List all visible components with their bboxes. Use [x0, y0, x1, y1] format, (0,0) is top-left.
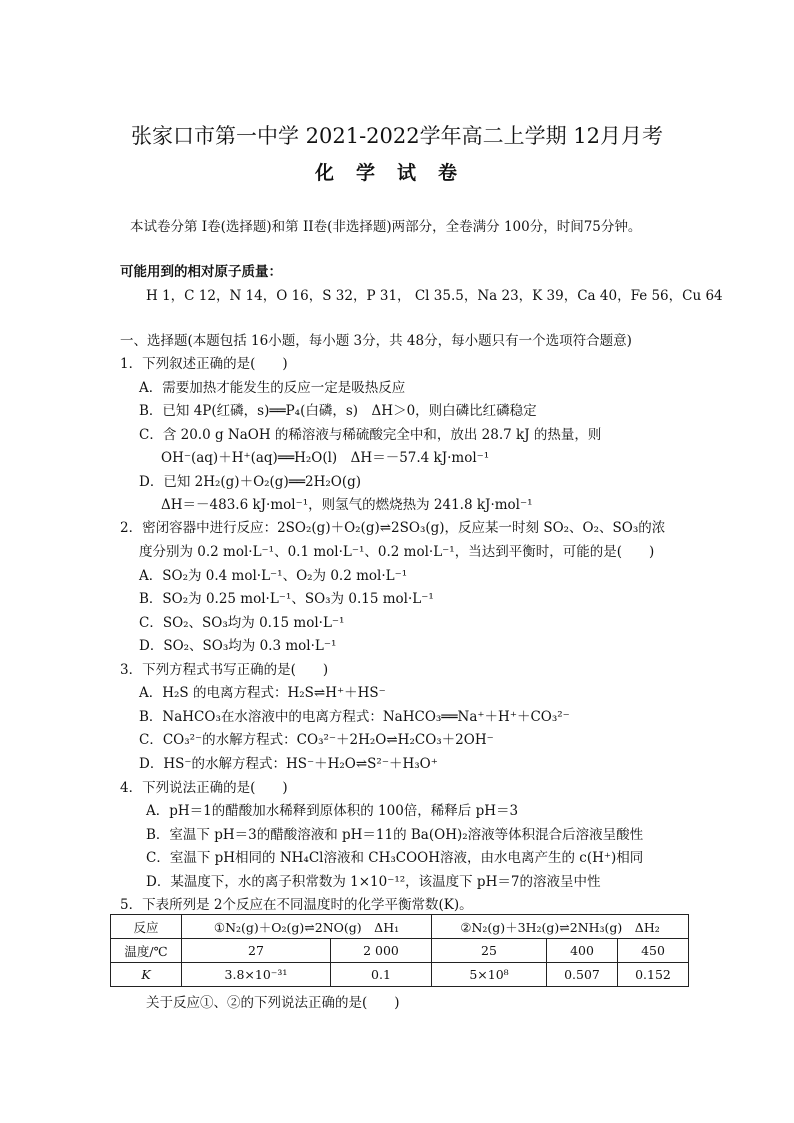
q3-option-c: C．CO₃²⁻的水解方程式：CO₃²⁻＋2H₂O⇌H₂CO₃＋2OH⁻: [139, 732, 494, 748]
q3-option-a: A．H₂S 的电离方程式：H₂S⇌H⁺＋HS⁻: [139, 685, 386, 701]
q2-option-b: B．SO₂为 0.25 mol·L⁻¹、SO₃为 0.15 mol·L⁻¹: [139, 591, 434, 607]
q4-option-a: A．pH＝1的醋酸加水稀释到原体积的 100倍，稀释后 pH＝3: [146, 803, 519, 819]
q4-option-d: D．某温度下，水的离子积常数为 1×10⁻¹²，该温度下 pH＝7的溶液呈中性: [146, 874, 601, 890]
q3-option-d: D．HS⁻的水解方程式：HS⁻＋H₂O⇌S²⁻＋H₃O⁺: [139, 756, 438, 772]
table-cell: 450: [618, 939, 689, 963]
table-cell: 0.1: [331, 963, 432, 987]
atomic-mass-label: 可能用到的相对原子质量：: [120, 264, 282, 280]
q2-option-c: C．SO₂、SO₃均为 0.15 mol·L⁻¹: [139, 615, 345, 631]
q2-option-a: A．SO₂为 0.4 mol·L⁻¹、O₂为 0.2 mol·L⁻¹: [139, 568, 408, 584]
q3-option-b: B．NaHCO₃在水溶液中的电离方程式：NaHCO₃══Na⁺＋H⁺＋CO₃²⁻: [139, 709, 570, 725]
exam-intro: 本试卷分第 I卷(选择题)和第 II卷(非选择题)两部分，全卷满分 100分，时间75分钟。: [130, 219, 642, 235]
q4-stem: 4．下列说法正确的是( ): [120, 780, 288, 796]
table-cell: 25: [432, 939, 547, 963]
table-cell: 400: [547, 939, 618, 963]
table-temp-label: 温度/℃: [111, 939, 182, 963]
q2-stem-line1: 2．密闭容器中进行反应：2SO₂(g)＋O₂(g)⇌2SO₃(g)，反应某一时刻 SO₂、O₂、SO₃的浓: [120, 520, 666, 536]
q5-stem: 5．下表所列是 2个反应在不同温度时的化学平衡常数(K)。: [120, 897, 473, 913]
q3-stem: 3．下列方程式书写正确的是( ): [120, 662, 329, 678]
exam-subtitle: 化学试卷: [314, 162, 479, 184]
q4-option-b: B．室温下 pH＝3的醋酸溶液和 pH＝11的 Ba(OH)₂溶液等体积混合后溶液呈酸性: [146, 827, 644, 843]
table-cell: 3.8×10⁻³¹: [182, 963, 331, 987]
section-heading: 一、选择题(本题包括 16小题，每小题 3分，共 48分，每小题只有一个选项符合题意): [120, 333, 632, 349]
q1-option-a: A．需要加热才能发生的反应一定是吸热反应: [139, 380, 406, 396]
table-k-label: K: [111, 963, 182, 987]
table-cell: 0.507: [547, 963, 618, 987]
table-row: [111, 963, 689, 987]
table-header-reaction-2: ②N₂(g)＋3H₂(g)⇌2NH₃(g) ΔH₂: [432, 915, 689, 939]
q2-option-d: D．SO₂、SO₃均为 0.3 mol·L⁻¹: [139, 638, 337, 654]
exam-title: 张家口市第一中学 2021-2022学年高二上学期 12月月考: [130, 124, 664, 148]
q5-followup: 关于反应①、②的下列说法正确的是( ): [146, 995, 400, 1011]
q1-option-d-cont: ΔH＝－483.6 kJ·mol⁻¹，则氢气的燃烧热为 241.8 kJ·mol⁻¹: [161, 497, 533, 513]
q2-stem-line2: 度分别为 0.2 mol·L⁻¹、0.1 mol·L⁻¹、0.2 mol·L⁻¹，当达到平衡时，可能的是( ): [139, 544, 655, 560]
table-cell: 5×10⁸: [432, 963, 547, 987]
q1-option-c-equation: OH⁻(aq)＋H⁺(aq)══H₂O(l) ΔH＝－57.4 kJ·mol⁻¹: [161, 450, 490, 466]
table-cell: 2 000: [331, 939, 432, 963]
table-header-reaction-1: ①N₂(g)＋O₂(g)⇌2NO(g) ΔH₁: [182, 915, 432, 939]
equilibrium-constant-table: [110, 914, 689, 987]
table-cell: 27: [182, 939, 331, 963]
q1-stem: 1．下列叙述正确的是( ): [120, 356, 288, 372]
table-row: [111, 915, 689, 939]
atomic-mass-values: H 1，C 12，N 14，O 16，S 32，P 31， Cl 35.5，Na 23，K 39，Ca 40，Fe 56，Cu 64: [146, 288, 723, 304]
table-header-reaction: 反应: [111, 915, 182, 939]
q1-option-b: B．已知 4P(红磷，s)══P₄(白磷，s) ΔH＞0，则白磷比红磷稳定: [139, 403, 537, 419]
table-row: [111, 939, 689, 963]
q4-option-c: C．室温下 pH相同的 NH₄Cl溶液和 CH₃COOH溶液，由水电离产生的 c(H⁺)相同: [146, 850, 644, 866]
q1-option-d: D．已知 2H₂(g)＋O₂(g)══2H₂O(g): [139, 474, 361, 490]
q1-option-c: C．含 20.0 g NaOH 的稀溶液与稀硫酸完全中和，放出 28.7 kJ 的热量，则: [139, 427, 602, 443]
table-cell: 0.152: [618, 963, 689, 987]
